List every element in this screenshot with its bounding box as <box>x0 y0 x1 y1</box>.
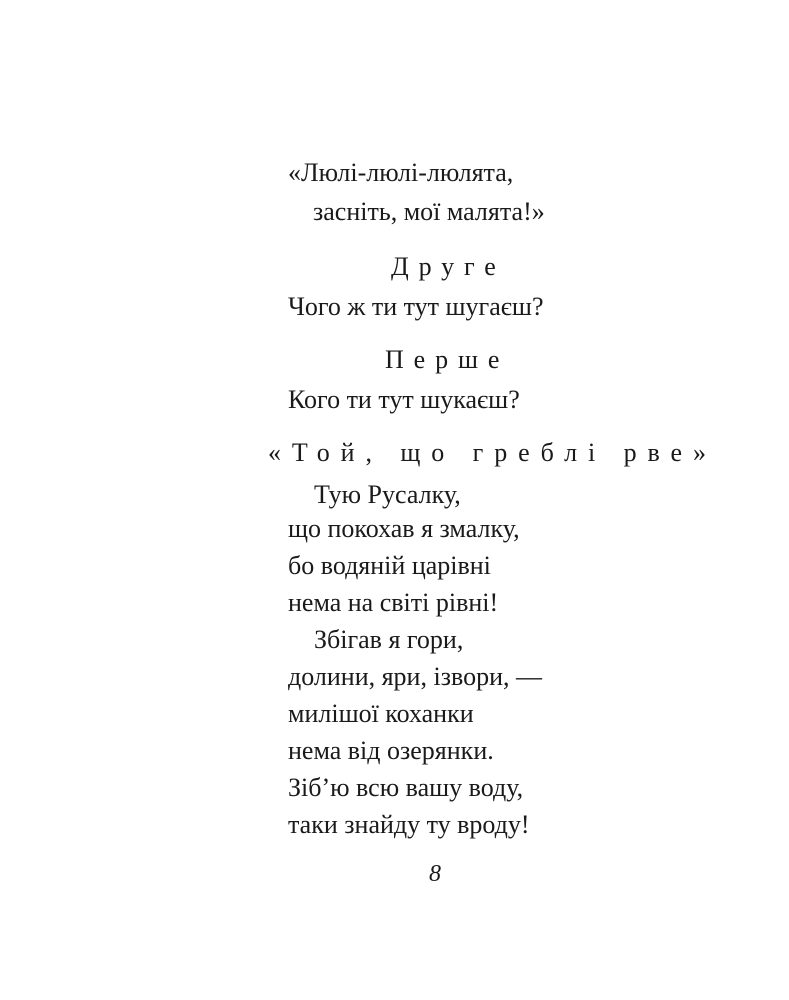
speaker-name: Друге <box>391 252 506 281</box>
verse-line: долини, яри, ізвори, — <box>288 662 542 691</box>
verse-line: Чого ж ти тут шугаєш? <box>288 292 544 321</box>
verse-line: бо водяній царівні <box>288 551 491 580</box>
verse-line: «Люлі-люлі-люлята, <box>288 158 514 187</box>
verse-line: Збігав я гори, <box>314 625 464 654</box>
verse-line: засніть, мої малята!» <box>313 197 545 226</box>
verse-line: що покохав я змалку, <box>288 514 520 543</box>
verse-line: нема на світі рівні! <box>288 588 499 617</box>
speaker-name: «Той, що греблі рве» <box>268 438 717 467</box>
verse-line: Кого ти тут шукаєш? <box>288 385 520 414</box>
verse-line: Тую Русалку, <box>314 480 461 509</box>
verse-line: милішої коханки <box>288 699 474 728</box>
verse-line: нема від озерянки. <box>288 736 494 765</box>
page-number: 8 <box>429 861 441 887</box>
verse-line: таки знайду ту вроду! <box>288 810 530 839</box>
speaker-name: Перше <box>385 345 510 374</box>
verse-line: Зіб’ю всю вашу воду, <box>288 773 524 802</box>
